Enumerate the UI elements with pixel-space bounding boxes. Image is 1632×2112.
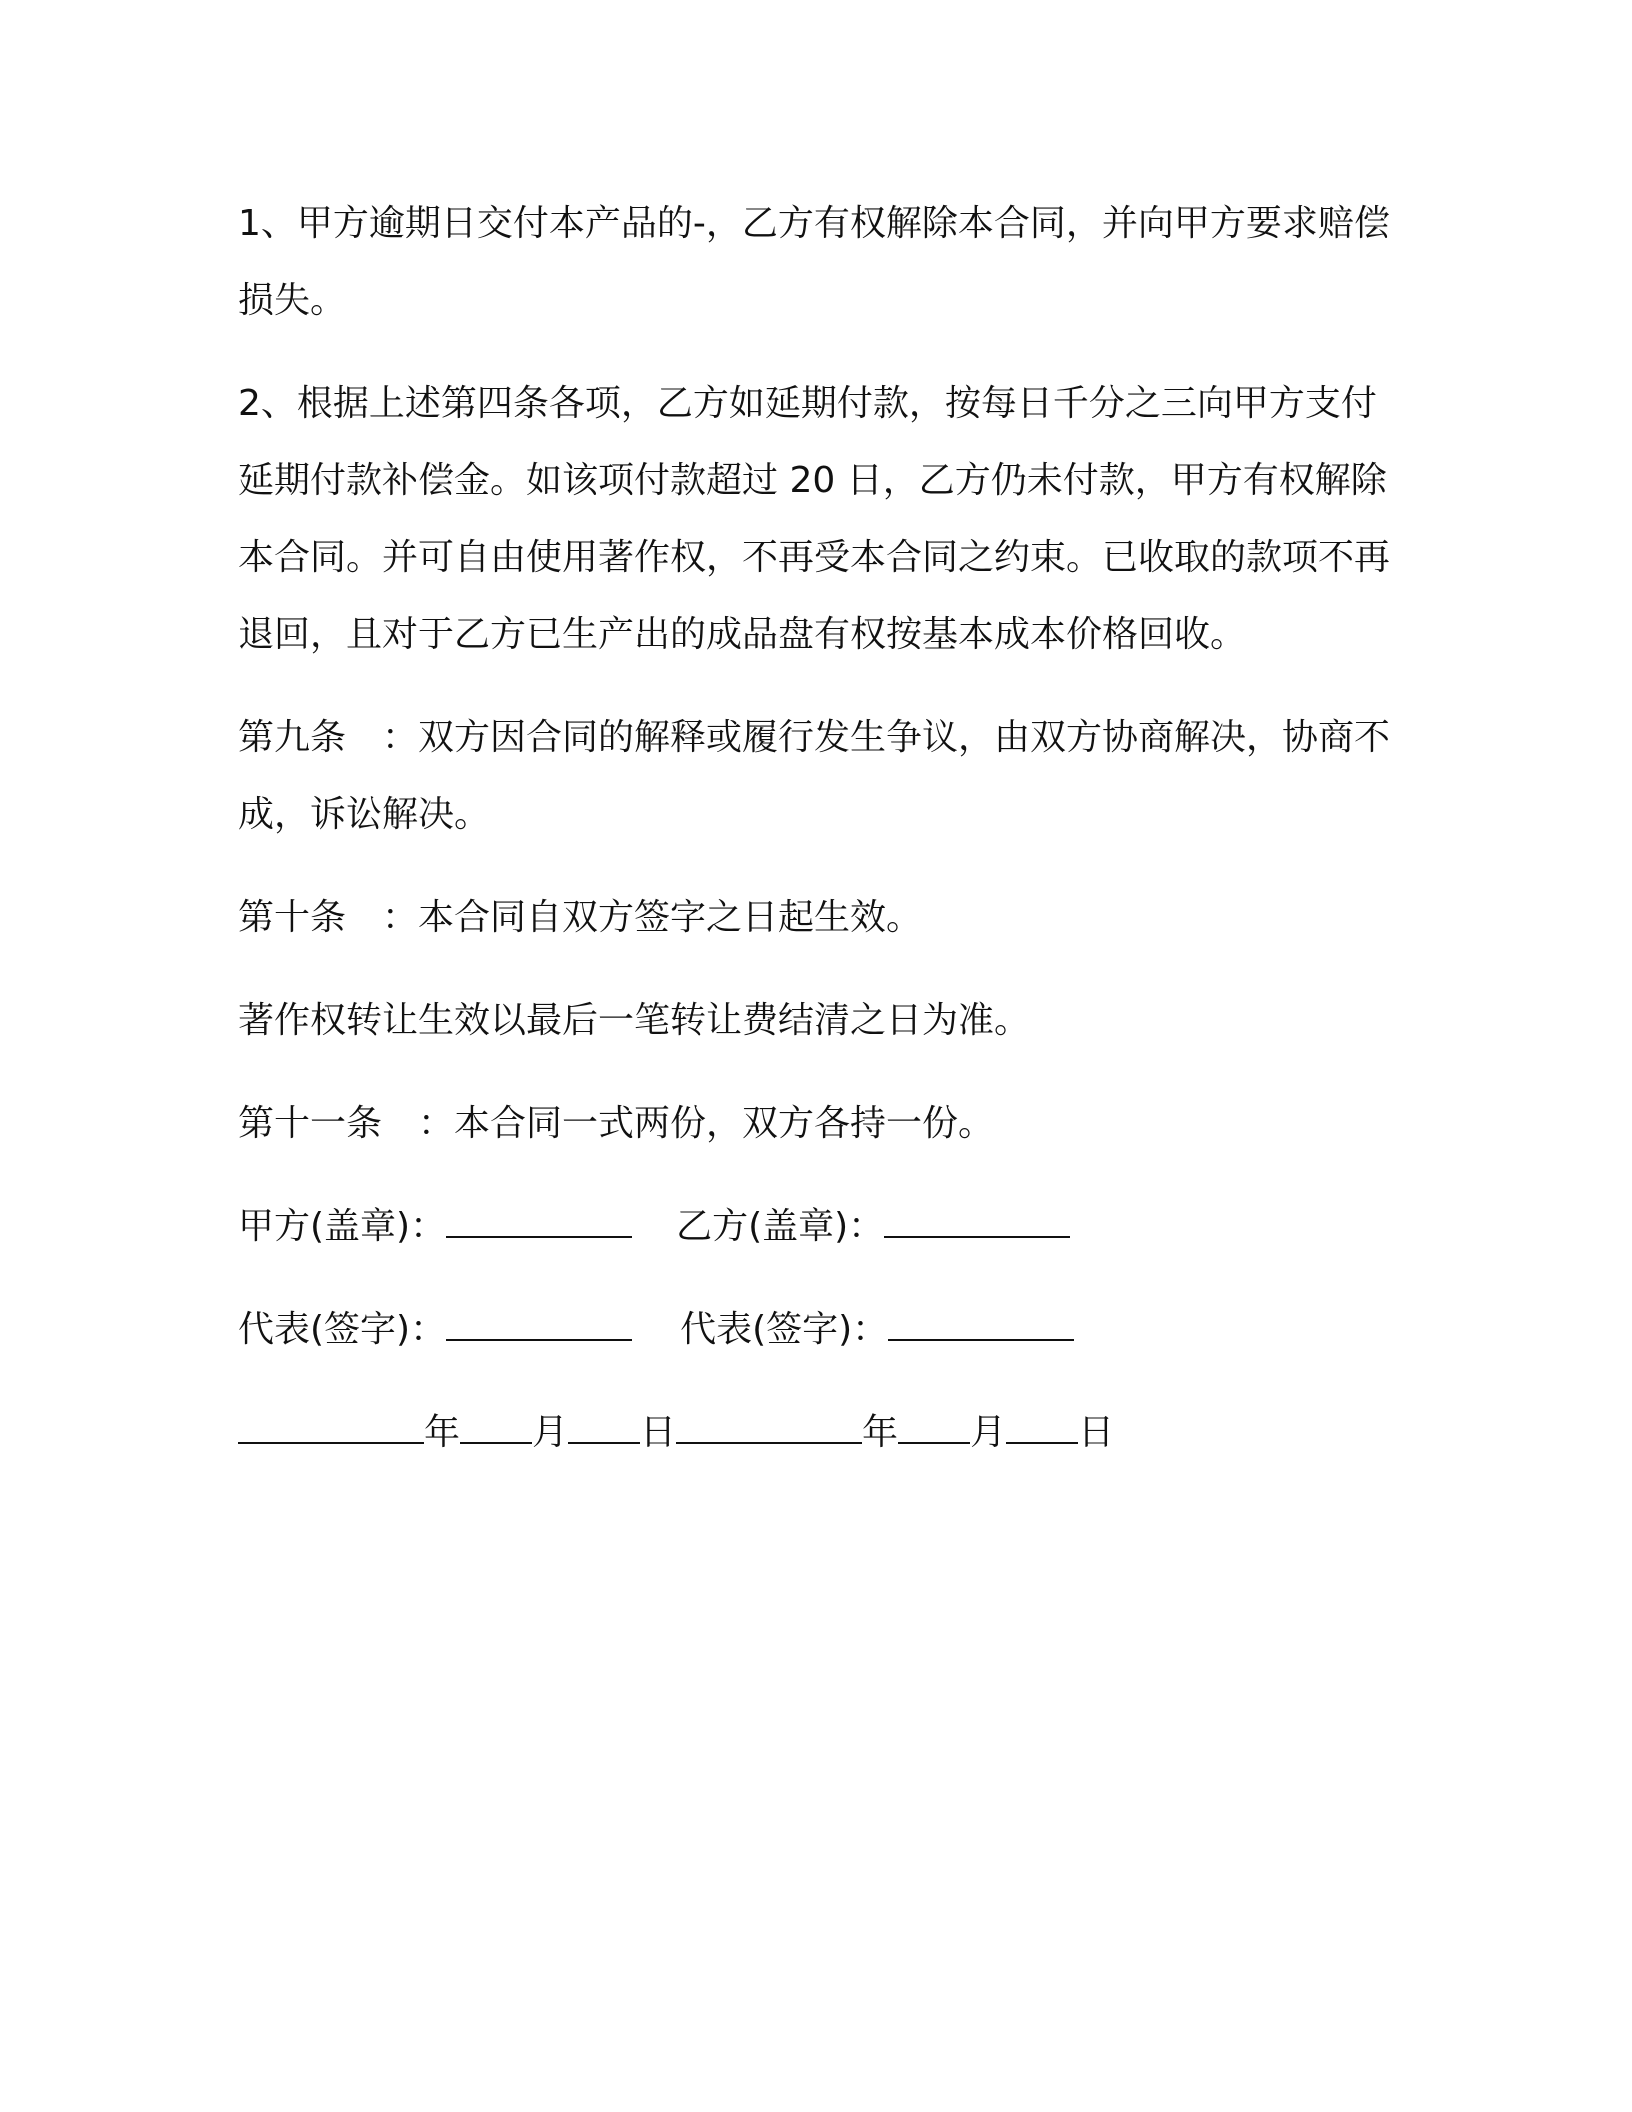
article-9 bbox=[238, 699, 1408, 853]
date-b-month: 月 bbox=[970, 1412, 1007, 1453]
representative-row bbox=[238, 1291, 1408, 1368]
article-10-text: ：本合同自双方签字之日起生效。 bbox=[382, 897, 923, 938]
clause-1: 1、甲方逾期日交付本产品的-，乙方有权解除本合同，并向甲方要求赔偿损失。 bbox=[238, 203, 1390, 321]
article-11 bbox=[238, 1085, 1408, 1162]
rep-a-label: 代表(签字)： bbox=[238, 1309, 447, 1350]
date-a-day: 日 bbox=[640, 1412, 677, 1453]
date-a-day-blank bbox=[568, 1412, 640, 1444]
rep-b-blank bbox=[888, 1309, 1074, 1341]
date-b-year: 年 bbox=[862, 1412, 899, 1453]
date-a-month: 月 bbox=[532, 1412, 569, 1453]
article-10-label: 第十条 bbox=[238, 897, 347, 938]
date-b-day: 日 bbox=[1078, 1412, 1115, 1453]
transfer-note: 著作权转让生效以最后一笔转让费结清之日为准。 bbox=[238, 1000, 1031, 1041]
date-a-year-blank bbox=[238, 1412, 424, 1444]
party-a-seal-blank bbox=[446, 1206, 632, 1238]
date-b-month-blank bbox=[898, 1412, 970, 1444]
date-b-day-blank bbox=[1006, 1412, 1078, 1444]
article-11-label: 第十一条 bbox=[238, 1103, 383, 1144]
rep-b-label: 代表(签字)： bbox=[680, 1309, 889, 1350]
article-9-text: ：双方因合同的解释或履行发生争议，由双方协商解决，协商不成，诉讼解决。 bbox=[238, 717, 1391, 835]
contract-body bbox=[238, 185, 1408, 1497]
date-row bbox=[238, 1394, 1408, 1471]
article-10 bbox=[238, 879, 1408, 956]
party-a-seal-label: 甲方(盖章)： bbox=[238, 1206, 447, 1247]
rep-a-blank bbox=[446, 1309, 632, 1341]
article-11-text: ：本合同一式两份，双方各持一份。 bbox=[418, 1103, 995, 1144]
date-b-year-blank bbox=[676, 1412, 862, 1444]
party-b-seal-blank bbox=[884, 1206, 1070, 1238]
party-b-seal-label: 乙方(盖章)： bbox=[676, 1206, 885, 1247]
date-a-month-blank bbox=[460, 1412, 532, 1444]
article-9-label: 第九条 bbox=[238, 717, 347, 758]
date-a-year: 年 bbox=[424, 1412, 461, 1453]
seal-row bbox=[238, 1188, 1408, 1265]
clause-2: 2、根据上述第四条各项，乙方如延期付款，按每日千分之三向甲方支付延期付款补偿金。如该项付款超过 20 日，乙方仍未付款，甲方有权解除本合同。并可自由使用著作权，不再受本合同之约束。已收取的款项不再退回，且对于乙方已生产出的成品盘有权按基本成本价格回收。 bbox=[238, 383, 1391, 655]
